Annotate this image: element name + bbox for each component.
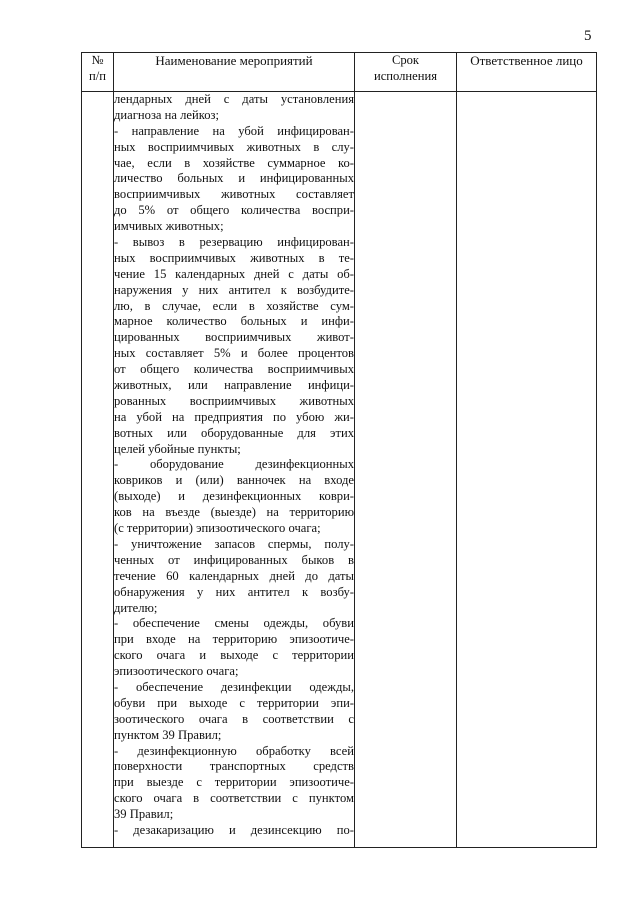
measure-text-line: - дезакаризацию и дезинсекцию по- [114, 822, 354, 837]
measure-text-line: ченных от инфицированных быков в [114, 552, 354, 567]
measure-text-line: лендарных дней с даты установления [114, 92, 354, 106]
measure-text-line: цированных восприимчивых живот- [114, 330, 354, 345]
measure-text-line: ковриков и (или) ванночек на входе [114, 473, 354, 488]
measure-text-line: имчивых животных; [114, 219, 224, 234]
measure-text-line: целей убойные пункты; [114, 441, 241, 456]
page-number: 5 [584, 28, 592, 44]
measure-text-line: - направление на убой инфицирован- [114, 123, 354, 138]
measure-text-line: ных составляет 5% и более процентов [114, 346, 354, 361]
measure-text-line: ского очага в соответствии с пунктом [114, 791, 354, 806]
row-term-cell [355, 92, 457, 848]
measure-text-line: на убой на предприятия по убою жи- [114, 409, 354, 424]
measure-text-line: - уничтожение запасов спермы, полу- [114, 536, 354, 551]
measure-text-line: рованных восприимчивых животных [114, 393, 354, 408]
measure-text-line: чае, если в хозяйстве суммарное ко- [114, 155, 354, 170]
row-num-cell [82, 92, 114, 848]
header-num-line-1: № [91, 53, 104, 67]
measure-text-line: (выходе) и дезинфекционных коври- [114, 489, 354, 504]
measure-text-line: животных, или направление инфици- [114, 378, 354, 393]
header-responsible: Ответственное лицо [457, 53, 597, 92]
measure-text-line: пунктом 39 Правил; [114, 727, 222, 742]
measure-text-line: чение 15 календарных дней с даты об- [114, 266, 354, 281]
measure-text-line: эпизоотического очага; [114, 664, 239, 679]
measure-text-line: - оборудование дезинфекционных [114, 457, 354, 472]
table-header-row [82, 53, 597, 92]
header-term-line-2: исполнения [373, 68, 438, 83]
measure-text-line: при входе на территорию эпизоотиче- [114, 632, 354, 647]
measure-text-line: обуви при выходе с территории эпи- [114, 695, 354, 710]
measure-text-line: лю, в случае, если в хозяйстве сум- [114, 298, 354, 313]
measure-text-line: ных восприимчивых животных в те- [114, 250, 354, 265]
row-name-cell [114, 92, 355, 848]
measure-text-line: - вывоз в резервацию инфицирован- [114, 235, 354, 250]
measure-text-line: - обеспечение дезинфекции одежды, [114, 679, 354, 694]
measure-text-line: при выезде с территории эпизоотиче- [114, 775, 354, 790]
measure-text-line: - дезинфекционную обработку всей [114, 743, 354, 758]
header-num [82, 53, 114, 92]
measure-text-line: восприимчивых животных составляет [114, 187, 354, 202]
measure-text-line: ных восприимчивых животных в слу- [114, 139, 354, 154]
measure-text-line: от общего количества восприимчивых [114, 362, 354, 377]
header-term [355, 53, 457, 92]
measure-text-line: ского очага и выходе с территории [114, 648, 354, 663]
measure-text-line: личество больных и инфицированных [114, 171, 354, 186]
measure-text-line: вотных или оборудованные для этих [114, 425, 354, 440]
row-responsible-cell [457, 92, 597, 848]
header-name: Наименование мероприятий [114, 53, 355, 92]
measure-text-line: поверхности транспортных средств [114, 759, 354, 774]
measure-text-line: (с территории) эпизоотического очага; [114, 521, 321, 536]
measure-text-line: марное количество больных и инфи- [114, 314, 354, 329]
measure-text-line: диагноза на лейкоз; [114, 107, 219, 122]
header-term-line-1: Срок [391, 53, 420, 67]
measure-text-line: до 5% от общего количества воспри- [114, 203, 354, 218]
measure-text-line: ков на въезде (выезде) на территорию [114, 505, 354, 520]
measure-text-line: наружения у них антител к возбудите- [114, 282, 354, 297]
measure-text-line: обнаружения у них антител к возбу- [114, 584, 354, 599]
measure-text-line: течение 60 календарных дней до даты [114, 568, 354, 583]
measure-text-line: зоотического очага в соответствии с [114, 711, 354, 726]
header-num-line-2: п/п [89, 68, 106, 83]
table-row [82, 92, 597, 848]
measures-table [81, 52, 597, 848]
measure-text-line: 39 Правил; [114, 807, 174, 822]
measure-text-line: - обеспечение смены одежды, обуви [114, 616, 354, 631]
measure-text-line: дителю; [114, 600, 158, 615]
